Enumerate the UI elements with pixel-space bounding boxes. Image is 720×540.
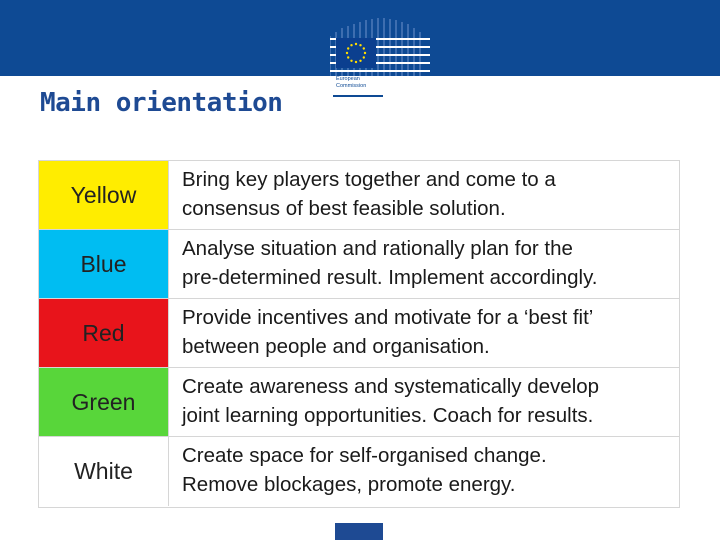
- description-line: joint learning opportunities. Coach for results.: [182, 404, 594, 427]
- description-cell: [182, 303, 679, 361]
- description-line: consensus of best feasible solution.: [182, 197, 506, 220]
- description-line: Analyse situation and rationally plan for the: [182, 237, 573, 260]
- description-cell: [182, 372, 679, 430]
- description-cell: [182, 165, 679, 223]
- footer-bar: [335, 523, 383, 540]
- eu-flag-icon: [336, 38, 376, 68]
- table-row: [39, 161, 679, 230]
- color-cell: Red: [39, 299, 169, 367]
- logo-text-line1: European: [336, 76, 360, 82]
- description-line: Bring key players together and come to a: [182, 168, 556, 191]
- description-cell: [182, 441, 679, 499]
- description-line: Provide incentives and motivate for a ‘best fit’: [182, 306, 594, 329]
- table-row: [39, 437, 679, 506]
- logo-text: [336, 76, 396, 90]
- color-cell: Green: [39, 368, 169, 436]
- orientation-table: [38, 160, 680, 508]
- description-line: between people and organisation.: [182, 335, 490, 358]
- logo-underline: [333, 95, 383, 97]
- color-cell: Blue: [39, 230, 169, 298]
- description-cell: [182, 234, 679, 292]
- table-row: [39, 299, 679, 368]
- description-line: Remove blockages, promote energy.: [182, 473, 516, 496]
- page-title: Main orientation: [40, 88, 283, 118]
- color-cell: White: [39, 437, 169, 506]
- table-row: [39, 368, 679, 437]
- logo-text-line2: Commission: [336, 83, 367, 89]
- table-row: [39, 230, 679, 299]
- color-cell: Yellow: [39, 161, 169, 229]
- description-line: pre-determined result. Implement accordingly.: [182, 266, 598, 289]
- description-line: Create space for self-organised change.: [182, 444, 547, 467]
- description-line: Create awareness and systematically develop: [182, 375, 600, 398]
